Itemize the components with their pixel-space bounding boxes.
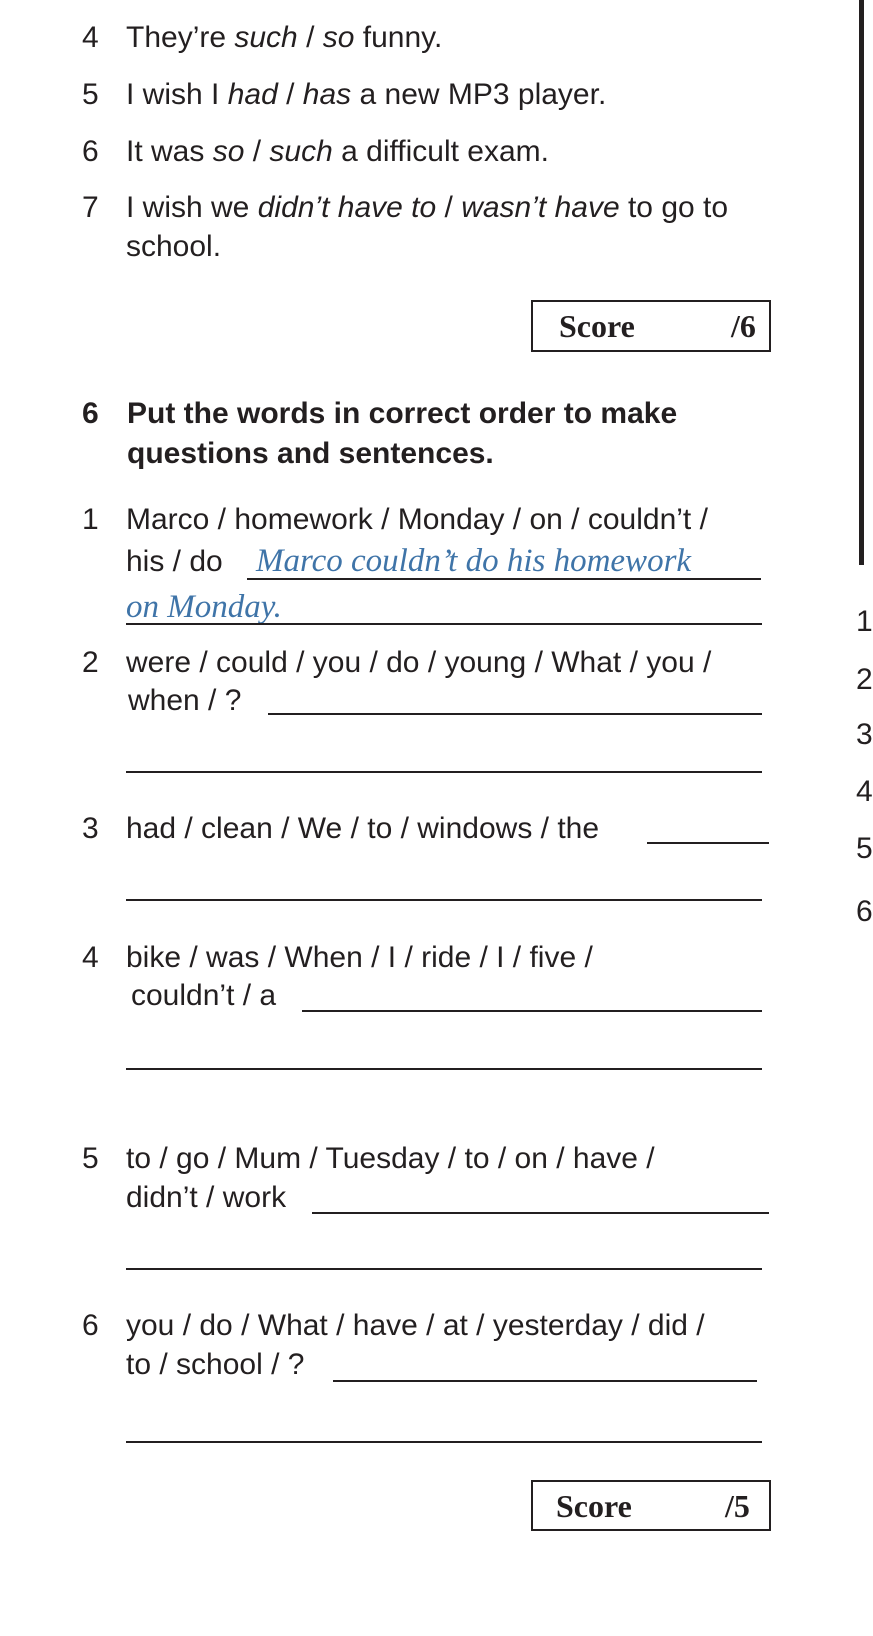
text-part: It was (126, 135, 213, 168)
answer-line[interactable] (312, 1212, 769, 1214)
question-words: had / clean / We / to / windows / the (126, 812, 600, 845)
text-part: They’re (126, 21, 235, 54)
item-number: 5 (82, 78, 99, 111)
option-b: such (269, 135, 333, 168)
text-part: a new MP3 player. (351, 78, 607, 111)
question-words: to / go / Mum / Tuesday / to / on / have / (126, 1142, 655, 1175)
answer-line[interactable] (126, 1441, 762, 1443)
text-part: / (436, 191, 462, 224)
answer-text-line2: on Monday. (126, 589, 282, 625)
text-part: / (244, 135, 270, 168)
exercise-instruction-line2: questions and sentences. (127, 437, 494, 470)
score-box (531, 1480, 771, 1531)
question-words: you / do / What / have / at / yesterday / did / (126, 1309, 705, 1342)
answer-line[interactable] (647, 842, 769, 844)
edge-number: 3 (856, 718, 873, 751)
text-part: I wish we (126, 191, 258, 224)
question-words-line2: when / ? (128, 684, 242, 717)
question-words: Marco / homework / Monday / on / couldn’t / (126, 503, 708, 536)
item-text (126, 77, 606, 113)
question-words: bike / was / When / I / ride / I / five / (126, 941, 593, 974)
score-label: Score (556, 1488, 632, 1524)
answer-line[interactable] (126, 1268, 762, 1270)
question-number: 2 (82, 646, 99, 679)
item-text (126, 20, 442, 56)
score-box (531, 300, 771, 352)
edge-number: 4 (856, 775, 873, 808)
item-text (126, 190, 728, 226)
answer-line[interactable] (126, 1068, 762, 1070)
edge-number: 5 (856, 832, 873, 865)
option-a: so (212, 135, 245, 168)
text-part: funny. (354, 21, 443, 54)
option-b: has (302, 78, 352, 111)
answer-line[interactable] (302, 1010, 762, 1012)
text-part: / (277, 78, 303, 111)
item-text-line2: school. (126, 230, 222, 263)
question-words-line2: his / do (126, 545, 223, 578)
option-b: so (322, 21, 355, 54)
option-a: didn’t have to (257, 191, 437, 224)
text-part: I wish I (126, 78, 228, 111)
item-number: 6 (82, 135, 99, 168)
question-words-line2: couldn’t / a (131, 979, 277, 1012)
question-number: 5 (82, 1142, 99, 1175)
text-part: a difficult exam. (332, 135, 549, 168)
option-a: such (234, 21, 298, 54)
question-number: 6 (82, 1309, 99, 1342)
answer-line[interactable] (126, 771, 762, 773)
question-number: 3 (82, 812, 99, 845)
answer-line[interactable] (333, 1380, 757, 1382)
exercise-number: 6 (82, 397, 99, 430)
option-b: wasn’t have (461, 191, 620, 224)
edge-number: 1 (856, 605, 873, 638)
exercise-instruction: Put the words in correct order to make (127, 397, 678, 430)
item-number: 4 (82, 21, 99, 54)
question-words-line2: didn’t / work (126, 1181, 287, 1214)
answer-line[interactable] (247, 578, 761, 580)
edge-number: 6 (856, 895, 873, 928)
score-value: /6 (731, 308, 756, 344)
item-number: 7 (82, 191, 99, 224)
question-number: 1 (82, 503, 99, 536)
question-words: were / could / you / do / young / What / you / (126, 646, 712, 679)
answer-line[interactable] (126, 899, 762, 901)
score-value: /5 (725, 1488, 750, 1524)
column-border (859, 0, 864, 565)
answer-line[interactable] (268, 713, 762, 715)
edge-number: 2 (856, 663, 873, 696)
option-a: had (227, 78, 278, 111)
item-text (126, 134, 549, 170)
answer-text: Marco couldn’t do his homework (256, 543, 692, 579)
answer-line[interactable] (126, 623, 762, 625)
text-part: / (297, 21, 323, 54)
question-number: 4 (82, 941, 99, 974)
question-words-line2: to / school / ? (126, 1348, 305, 1381)
text-part: to go to (619, 191, 729, 224)
score-label: Score (559, 308, 635, 344)
